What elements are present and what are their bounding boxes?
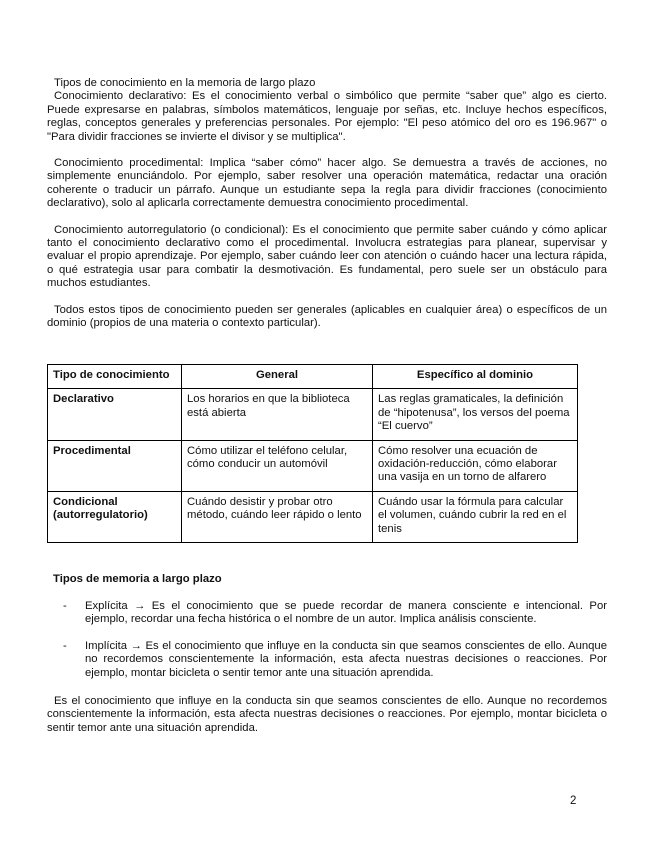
closing-paragraph: Es el conocimiento que influye en la conducta sin que seamos conscientes de ello. Aunque no recordemos conscientemente la información, esta afecta nuestras decisiones o reacciones. Por ejemplo, montar bicicleta o sentir temor ante una situación aprendida.: [47, 695, 607, 734]
table-row: [48, 491, 578, 542]
table-cell: Declarativo: [48, 389, 182, 440]
table-cell: Procedimental: [48, 440, 182, 491]
table-cell: Los horarios en que la biblioteca está abierta: [182, 389, 373, 440]
list-item-text: Explícita → Es el conocimiento que se puede recordar de manera consciente e intencional. Por ejemplo, recordar una fecha histórica o el nombre de un autor. Implica análisis consciente.: [85, 600, 607, 626]
table-header-row: [48, 365, 578, 389]
table-cell: Cuándo desistir y probar otro método, cuándo leer rápido o lento: [182, 491, 373, 542]
dash-bullet: -: [63, 639, 67, 652]
table-cell: Condicional (autorregulatorio): [48, 491, 182, 542]
memory-types-title: Tipos de memoria a largo plazo: [53, 573, 222, 585]
paragraph-self-regulatory: Conocimiento autorregulatorio (o condicional): Es el conocimiento que permite saber cuándo y cómo aplicar tanto el conocimiento declarativo como el procedimental. Involucra estrategias para planear, supervisar y evaluar el propio aprendizaje. Por ejemplo, saber cuándo leer con atención o cuándo hacer una lectura rápida, o qué estrategia usar para combatir la desmotivación. Es fundamental, pero suele ser un obstáculo para muchos estudiantes.: [47, 223, 607, 290]
list-item: [63, 600, 607, 627]
list-item-text: Implícita → Es el conocimiento que influye en la conducta sin que seamos conscientes de ello. Aunque no recordemos conscientemente la información, esta afecta nuestras decisiones o reacciones. Por ejemplo, montar bicicleta o sentir temor ante una situación aprendida.: [85, 639, 607, 679]
paragraph-procedural: Conocimiento procedimental: Implica “saber cómo” hacer algo. Se demuestra a través de acciones, no simplemente enunciándolo. Por ejemplo, saber resolver una operación matemática, redactar una oración coherente o traducir un párrafo. Aunque un estudiante sepa la regla para dividir fracciones (conocimiento declarativo), solo al aplicarla correctamente demuestra conocimiento procedimental.: [47, 157, 607, 210]
table-cell: Cómo utilizar el teléfono celular, cómo conducir un automóvil: [182, 440, 373, 491]
paragraph-general-specific: Todos estos tipos de conocimiento pueden ser generales (aplicables en cualquier área) o específicos de un dominio (propios de una materia o contexto particular).: [47, 303, 607, 330]
knowledge-types-table: [47, 364, 578, 543]
table-row: [48, 389, 578, 440]
memory-types-list: [63, 600, 607, 680]
dash-bullet: -: [63, 600, 67, 612]
table-row: [48, 440, 578, 491]
table-header: Específico al dominio: [373, 365, 578, 389]
table-header: Tipo de conocimiento: [48, 365, 182, 389]
table-cell: Cuándo usar la fórmula para calcular el volumen, cuándo cubrir la red en el tenis: [373, 491, 578, 542]
paragraph-declarative: Conocimiento declarativo: Es el conocimiento verbal o simbólico que permite “saber que” algo es cierto. Puede expresarse en palabras, símbolos matemáticos, lenguaje por señas, etc. Incluye hechos específicos, reglas, conceptos generales y preferencias personales. Por ejemplo: "El peso atómico del oro es 196.967" o "Para dividir fracciones se invierte el divisor y se multiplica".: [47, 90, 607, 143]
section-heading: Tipos de conocimiento en la memoria de largo plazo: [54, 77, 316, 89]
table-cell: Cómo resolver una ecuación de oxidación-reducción, cómo elaborar una vasija en un torno de alfarero: [373, 440, 578, 491]
table-header: General: [182, 365, 373, 389]
table-cell: Las reglas gramaticales, la definición de “hipotenusa”, los versos del poema “El cuervo”: [373, 389, 578, 440]
document-body: [47, 77, 607, 331]
list-item: [63, 640, 607, 680]
page-number: 2: [570, 795, 577, 807]
